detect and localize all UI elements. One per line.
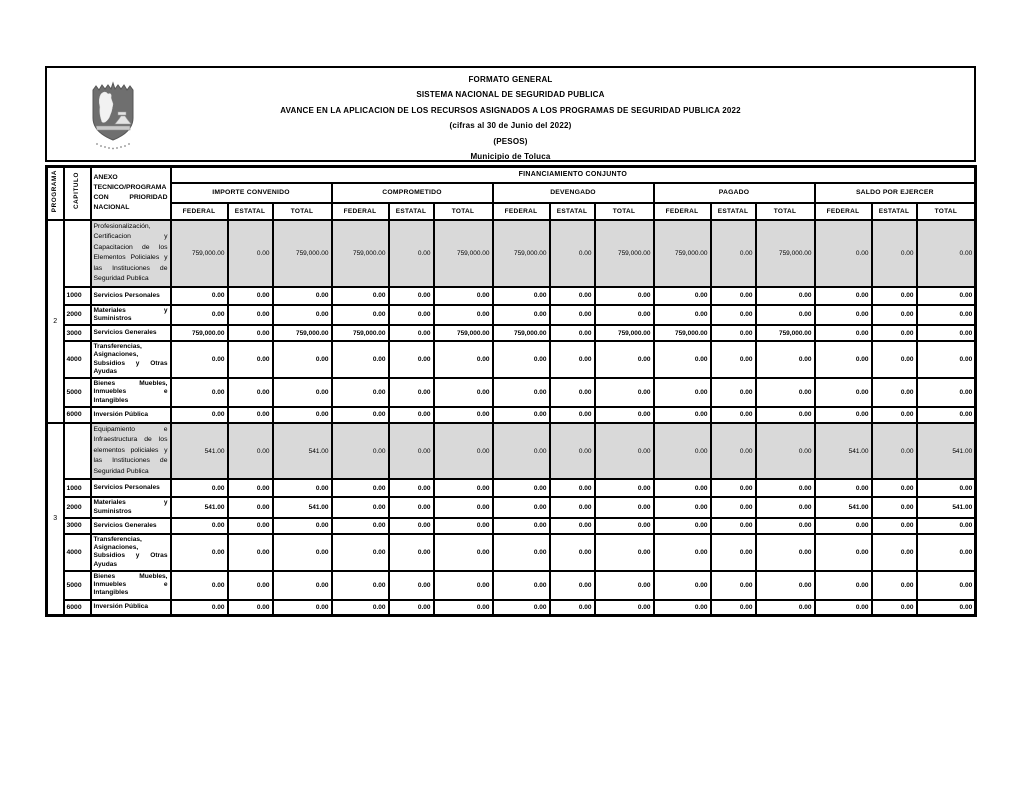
value-cell: 0.00: [434, 407, 493, 423]
value-cell: 0.00: [228, 534, 273, 571]
value-cell: 541.00: [171, 497, 228, 517]
value-cell: 0.00: [434, 497, 493, 517]
value-cell: 759,000.00: [654, 325, 711, 341]
value-cell: 0.00: [332, 378, 389, 407]
subcolumn-header: TOTAL: [273, 203, 332, 220]
value-cell: 0.00: [917, 600, 976, 616]
value-cell: 0.00: [550, 497, 595, 517]
capitulo-number: 3000: [64, 325, 91, 341]
value-cell: 541.00: [917, 497, 976, 517]
capitulo-row-5000: [47, 571, 976, 600]
title-line-municipio: Municipio de Toluca: [470, 152, 551, 162]
value-cell: 0.00: [171, 600, 228, 616]
value-cell: 0.00: [228, 305, 273, 325]
value-cell: 0.00: [756, 378, 815, 407]
value-cell: 0.00: [171, 378, 228, 407]
capitulo-number: 4000: [64, 341, 91, 378]
value-cell: 0.00: [815, 571, 872, 600]
subcolumn-header-row: [47, 203, 976, 220]
value-cell: 0.00: [389, 305, 434, 325]
capitulo-row-2000: [47, 305, 976, 325]
value-cell: 0.00: [434, 534, 493, 571]
value-cell: 0.00: [711, 305, 756, 325]
value-cell: 541.00: [815, 423, 872, 480]
value-cell: 0.00: [273, 341, 332, 378]
value-cell: 0.00: [711, 497, 756, 517]
value-cell: 0.00: [654, 287, 711, 305]
value-cell: 0.00: [389, 600, 434, 616]
value-cell: 0.00: [389, 497, 434, 517]
value-cell: 0.00: [493, 378, 550, 407]
value-cell: 0.00: [815, 407, 872, 423]
value-cell: 0.00: [228, 479, 273, 497]
capitulo-row-3000: [47, 325, 976, 341]
value-cell: 0.00: [273, 600, 332, 616]
value-cell: 0.00: [756, 534, 815, 571]
value-cell: 0.00: [711, 325, 756, 341]
capitulo-label: Transferencias, Asignaciones, Subsidios y Otras Ayudas: [91, 534, 171, 571]
program-title: Equipamiento e Infraestructura de los elementos policiales y las Instituciones de Seguridad Publica: [91, 423, 171, 480]
subcolumn-header: FEDERAL: [332, 203, 389, 220]
value-cell: 0.00: [654, 423, 711, 480]
value-cell: 0.00: [872, 600, 917, 616]
value-cell: 0.00: [756, 341, 815, 378]
value-cell: 0.00: [228, 518, 273, 534]
value-cell: 0.00: [389, 341, 434, 378]
value-cell: 0.00: [872, 220, 917, 287]
subcolumn-header: TOTAL: [756, 203, 815, 220]
value-cell: 0.00: [493, 287, 550, 305]
value-cell: 0.00: [273, 534, 332, 571]
value-cell: 0.00: [171, 407, 228, 423]
value-cell: 0.00: [434, 305, 493, 325]
value-cell: 0.00: [228, 325, 273, 341]
value-cell: 0.00: [171, 571, 228, 600]
value-cell: 0.00: [917, 378, 976, 407]
value-cell: 0.00: [493, 341, 550, 378]
value-cell: 0.00: [550, 479, 595, 497]
value-cell: 0.00: [756, 600, 815, 616]
capitulo-row-1000: [47, 479, 976, 497]
value-cell: 0.00: [756, 305, 815, 325]
capitulo-label: Inversión Pública: [91, 600, 171, 616]
value-cell: 0.00: [434, 600, 493, 616]
value-cell: 0.00: [917, 407, 976, 423]
value-cell: 0.00: [332, 341, 389, 378]
capitulo-label: Materiales y Suministros: [91, 497, 171, 517]
value-cell: 0.00: [389, 518, 434, 534]
value-cell: 0.00: [595, 341, 654, 378]
value-cell: 0.00: [872, 287, 917, 305]
subcolumn-header: ESTATAL: [711, 203, 756, 220]
title-line-cifras: (cifras al 30 de Junio del 2022): [449, 121, 572, 131]
value-cell: 0.00: [815, 479, 872, 497]
value-cell: 0.00: [332, 479, 389, 497]
value-cell: 0.00: [711, 534, 756, 571]
value-cell: 0.00: [756, 479, 815, 497]
group-header-1: IMPORTE CONVENIDO: [171, 183, 332, 203]
value-cell: 541.00: [917, 423, 976, 480]
capitulo-number: 6000: [64, 600, 91, 616]
value-cell: 0.00: [711, 407, 756, 423]
value-cell: 0.00: [595, 407, 654, 423]
value-cell: 0.00: [756, 571, 815, 600]
value-cell: 0.00: [228, 423, 273, 480]
value-cell: 0.00: [872, 479, 917, 497]
value-cell: 0.00: [815, 534, 872, 571]
value-cell: 0.00: [493, 423, 550, 480]
value-cell: 0.00: [756, 497, 815, 517]
value-cell: 0.00: [493, 571, 550, 600]
capitulo-row-6000: [47, 407, 976, 423]
capitulo-number: 1000: [64, 479, 91, 497]
value-cell: 0.00: [273, 407, 332, 423]
value-cell: 759,000.00: [493, 220, 550, 287]
value-cell: 759,000.00: [595, 220, 654, 287]
capitulo-row-3000: [47, 518, 976, 534]
value-cell: 0.00: [493, 407, 550, 423]
value-cell: 0.00: [711, 423, 756, 480]
capitulo-row-2000: [47, 497, 976, 517]
value-cell: 0.00: [332, 407, 389, 423]
value-cell: 759,000.00: [434, 220, 493, 287]
value-cell: 0.00: [493, 479, 550, 497]
value-cell: 0.00: [493, 518, 550, 534]
subcolumn-header: ESTATAL: [550, 203, 595, 220]
value-cell: 0.00: [171, 518, 228, 534]
value-cell: 0.00: [273, 571, 332, 600]
value-cell: 0.00: [228, 341, 273, 378]
value-cell: 0.00: [550, 378, 595, 407]
value-cell: 541.00: [815, 497, 872, 517]
value-cell: 0.00: [434, 571, 493, 600]
value-cell: 0.00: [595, 305, 654, 325]
capitulo-label: Servicios Personales: [91, 479, 171, 497]
value-cell: 0.00: [872, 305, 917, 325]
value-cell: 0.00: [389, 534, 434, 571]
value-cell: 0.00: [228, 497, 273, 517]
subcolumn-header: FEDERAL: [171, 203, 228, 220]
value-cell: 0.00: [332, 287, 389, 305]
capitulo-number: 2000: [64, 497, 91, 517]
value-cell: 0.00: [872, 571, 917, 600]
capitulo-cell-empty: [64, 220, 91, 287]
value-cell: 0.00: [389, 423, 434, 480]
value-cell: 0.00: [815, 287, 872, 305]
value-cell: 0.00: [550, 534, 595, 571]
group-header-4: PAGADO: [654, 183, 815, 203]
value-cell: 759,000.00: [273, 220, 332, 287]
finance-table-body: [47, 220, 976, 616]
subcolumn-header: ESTATAL: [872, 203, 917, 220]
value-cell: 759,000.00: [171, 325, 228, 341]
form-titles: [47, 68, 974, 164]
value-cell: 0.00: [389, 407, 434, 423]
capitulo-row-6000: [47, 600, 976, 616]
capitulo-number: 3000: [64, 518, 91, 534]
value-cell: 0.00: [917, 341, 976, 378]
programa-number: 3: [47, 423, 64, 616]
value-cell: 0.00: [654, 378, 711, 407]
value-cell: 759,000.00: [756, 220, 815, 287]
value-cell: 0.00: [756, 407, 815, 423]
value-cell: 0.00: [389, 378, 434, 407]
value-cell: 0.00: [595, 534, 654, 571]
value-cell: 0.00: [654, 571, 711, 600]
program-summary-row: [47, 423, 976, 480]
value-cell: 0.00: [389, 479, 434, 497]
value-cell: 541.00: [171, 423, 228, 480]
subcolumn-header: FEDERAL: [493, 203, 550, 220]
subcolumn-header: TOTAL: [434, 203, 493, 220]
capitulo-number: 2000: [64, 305, 91, 325]
value-cell: 0.00: [332, 305, 389, 325]
value-cell: 0.00: [815, 305, 872, 325]
financiamiento-conjunto-header: FINANCIAMIENTO CONJUNTO: [171, 167, 976, 183]
capitulo-label: Servicios Personales: [91, 287, 171, 305]
value-cell: 0.00: [917, 325, 976, 341]
value-cell: 0.00: [434, 287, 493, 305]
value-cell: 0.00: [550, 325, 595, 341]
subcolumn-header: FEDERAL: [654, 203, 711, 220]
capitulo-column-header-cell: [64, 167, 91, 220]
value-cell: 0.00: [550, 341, 595, 378]
value-cell: 0.00: [273, 378, 332, 407]
value-cell: 0.00: [389, 287, 434, 305]
value-cell: 759,000.00: [654, 220, 711, 287]
value-cell: 0.00: [228, 407, 273, 423]
value-cell: 759,000.00: [434, 325, 493, 341]
title-line-avance: AVANCE EN LA APLICACION DE LOS RECURSOS ASIGNADOS A LOS PROGRAMAS DE SEGURIDAD PUBLICA 2022: [280, 105, 741, 115]
programa-column-header: PROGRAMA: [51, 169, 59, 212]
value-cell: 0.00: [434, 423, 493, 480]
capitulo-label: Bienes Muebles, Inmuebles e Intangibles: [91, 571, 171, 600]
value-cell: 0.00: [872, 378, 917, 407]
value-cell: 0.00: [756, 518, 815, 534]
value-cell: 0.00: [389, 325, 434, 341]
value-cell: 0.00: [654, 534, 711, 571]
title-line-pesos: (PESOS): [493, 136, 528, 146]
value-cell: 0.00: [917, 220, 976, 287]
value-cell: 0.00: [171, 534, 228, 571]
value-cell: 0.00: [550, 600, 595, 616]
value-cell: 541.00: [273, 497, 332, 517]
value-cell: 0.00: [273, 305, 332, 325]
value-cell: 0.00: [171, 479, 228, 497]
value-cell: 0.00: [917, 287, 976, 305]
value-cell: 0.00: [815, 341, 872, 378]
value-cell: 0.00: [595, 378, 654, 407]
value-cell: 0.00: [332, 600, 389, 616]
capitulo-number: 5000: [64, 571, 91, 600]
value-cell: 0.00: [273, 479, 332, 497]
value-cell: 0.00: [917, 305, 976, 325]
capitulo-column-header: CAPITULO: [72, 172, 80, 210]
capitulo-row-4000: [47, 534, 976, 571]
subcolumn-header: TOTAL: [595, 203, 654, 220]
group-header-row: [47, 183, 976, 203]
capitulo-number: 6000: [64, 407, 91, 423]
value-cell: 759,000.00: [595, 325, 654, 341]
subcolumn-header: ESTATAL: [228, 203, 273, 220]
subcolumn-header: TOTAL: [917, 203, 976, 220]
capitulo-row-1000: [47, 287, 976, 305]
value-cell: 0.00: [493, 600, 550, 616]
programa-number: 2: [47, 220, 64, 423]
value-cell: 0.00: [872, 497, 917, 517]
title-line-formato: FORMATO GENERAL: [468, 75, 553, 84]
value-cell: 0.00: [815, 325, 872, 341]
value-cell: 0.00: [711, 341, 756, 378]
value-cell: 0.00: [872, 407, 917, 423]
value-cell: 759,000.00: [171, 220, 228, 287]
group-header-2: COMPROMETIDO: [332, 183, 493, 203]
program-title: Profesionalización, Certificacion y Capacitacion de los Elementos Policiales y las Instituciones de Seguridad Publica: [91, 220, 171, 287]
value-cell: 0.00: [595, 571, 654, 600]
capitulo-number: 4000: [64, 534, 91, 571]
capitulo-label: Materiales y Suministros: [91, 305, 171, 325]
group-header-5: SALDO POR EJERCER: [815, 183, 976, 203]
value-cell: 0.00: [332, 534, 389, 571]
coat-of-arms-logo-icon: [85, 80, 141, 156]
anexo-column-header: ANEXO TECNICO/PROGRAMA CON PRIORIDAD NACIONAL: [91, 167, 171, 220]
value-cell: 0.00: [711, 518, 756, 534]
value-cell: 0.00: [815, 518, 872, 534]
value-cell: 0.00: [595, 497, 654, 517]
value-cell: 0.00: [815, 600, 872, 616]
value-cell: 759,000.00: [493, 325, 550, 341]
value-cell: 0.00: [654, 600, 711, 616]
value-cell: 0.00: [654, 305, 711, 325]
value-cell: 0.00: [595, 479, 654, 497]
value-cell: 0.00: [654, 407, 711, 423]
value-cell: 0.00: [756, 423, 815, 480]
value-cell: 0.00: [654, 341, 711, 378]
form-title-section: [45, 66, 976, 162]
value-cell: 0.00: [550, 571, 595, 600]
value-cell: 0.00: [332, 497, 389, 517]
value-cell: 0.00: [550, 305, 595, 325]
value-cell: 0.00: [711, 479, 756, 497]
value-cell: 0.00: [493, 305, 550, 325]
value-cell: 0.00: [389, 571, 434, 600]
programa-column-header-cell: [47, 167, 64, 220]
value-cell: 0.00: [550, 287, 595, 305]
value-cell: 0.00: [917, 534, 976, 571]
value-cell: 759,000.00: [756, 325, 815, 341]
value-cell: 0.00: [550, 407, 595, 423]
value-cell: 0.00: [228, 600, 273, 616]
value-cell: 0.00: [917, 479, 976, 497]
value-cell: 0.00: [434, 518, 493, 534]
value-cell: 0.00: [550, 220, 595, 287]
value-cell: 0.00: [917, 518, 976, 534]
value-cell: 0.00: [595, 600, 654, 616]
value-cell: 0.00: [434, 341, 493, 378]
value-cell: 0.00: [595, 423, 654, 480]
value-cell: 759,000.00: [273, 325, 332, 341]
value-cell: 0.00: [434, 479, 493, 497]
value-cell: 0.00: [389, 220, 434, 287]
value-cell: 759,000.00: [332, 220, 389, 287]
value-cell: 0.00: [711, 600, 756, 616]
value-cell: 0.00: [332, 571, 389, 600]
value-cell: 0.00: [228, 220, 273, 287]
subcolumn-header: ESTATAL: [389, 203, 434, 220]
value-cell: 0.00: [815, 378, 872, 407]
value-cell: 0.00: [171, 287, 228, 305]
value-cell: 0.00: [228, 378, 273, 407]
capitulo-cell-empty: [64, 423, 91, 480]
title-line-sistema: SISTEMA NACIONAL DE SEGURIDAD PUBLICA: [416, 90, 605, 100]
value-cell: 0.00: [872, 534, 917, 571]
value-cell: 0.00: [872, 518, 917, 534]
value-cell: 0.00: [711, 220, 756, 287]
value-cell: 0.00: [493, 497, 550, 517]
value-cell: 0.00: [917, 571, 976, 600]
value-cell: 0.00: [550, 423, 595, 480]
value-cell: 0.00: [654, 518, 711, 534]
finance-table: [45, 165, 977, 617]
value-cell: 0.00: [872, 341, 917, 378]
capitulo-number: 5000: [64, 378, 91, 407]
capitulo-label: Bienes Muebles, Inmuebles e Intangibles: [91, 378, 171, 407]
value-cell: 0.00: [654, 479, 711, 497]
subcolumn-header: FEDERAL: [815, 203, 872, 220]
report-form: [45, 66, 976, 617]
value-cell: 0.00: [711, 287, 756, 305]
group-header-3: DEVENGADO: [493, 183, 654, 203]
capitulo-label: Servicios Generales: [91, 325, 171, 341]
value-cell: 0.00: [711, 571, 756, 600]
capitulo-label: Servicios Generales: [91, 518, 171, 534]
value-cell: 0.00: [171, 341, 228, 378]
value-cell: 0.00: [273, 518, 332, 534]
value-cell: 0.00: [595, 287, 654, 305]
capitulo-number: 1000: [64, 287, 91, 305]
value-cell: 0.00: [595, 518, 654, 534]
value-cell: 0.00: [711, 378, 756, 407]
value-cell: 0.00: [171, 305, 228, 325]
value-cell: 0.00: [815, 220, 872, 287]
capitulo-row-5000: [47, 378, 976, 407]
value-cell: 0.00: [228, 287, 273, 305]
value-cell: 0.00: [273, 287, 332, 305]
program-summary-row: [47, 220, 976, 287]
value-cell: 0.00: [654, 497, 711, 517]
value-cell: 0.00: [493, 534, 550, 571]
value-cell: 0.00: [434, 378, 493, 407]
value-cell: 541.00: [273, 423, 332, 480]
capitulo-row-4000: [47, 341, 976, 378]
value-cell: 0.00: [332, 423, 389, 480]
capitulo-label: Transferencias, Asignaciones, Subsidios y Otras Ayudas: [91, 341, 171, 378]
value-cell: 0.00: [756, 287, 815, 305]
value-cell: 0.00: [872, 423, 917, 480]
value-cell: 759,000.00: [332, 325, 389, 341]
value-cell: 0.00: [332, 518, 389, 534]
value-cell: 0.00: [872, 325, 917, 341]
value-cell: 0.00: [550, 518, 595, 534]
capitulo-label: Inversión Pública: [91, 407, 171, 423]
value-cell: 0.00: [228, 571, 273, 600]
